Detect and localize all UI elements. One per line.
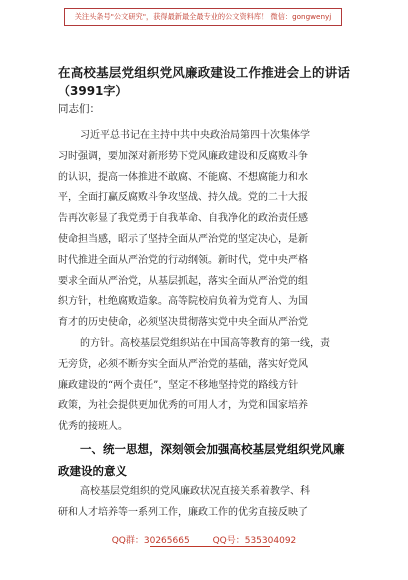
body-line: 习近平总书记在主持中共中央政治局第四十次集体学 (80, 130, 310, 141)
body-line: 研和人才培养等一系列工作，廉政工作的优劣直接反映了 (58, 506, 308, 518)
qq-group-label: QQ群： (111, 536, 144, 546)
body-line: 的方针。高校基层党组织站在中国高等教育的第一线，责 (80, 337, 330, 349)
body-line: 平，全面打赢反腐败斗争攻坚战、持久战。党的二十大报 (58, 192, 308, 204)
word-count: （3991字） (58, 84, 128, 98)
document-title: 在高校基层党组织党风廉政建设工作推进会上的讲话 (58, 65, 351, 80)
body-line: 廉政建设的“两个责任”，坚定不移地坚持党的路线方针 (58, 379, 299, 391)
section-heading: 政建设的意义 (58, 463, 127, 478)
footer-rule (150, 546, 270, 547)
body-line: 要求全面从严治党，从基层抓起，落实全面从严治党的组 (58, 275, 308, 287)
body-line: 织方针，杜绝腐败造象。高等院校肩负着为党育人、为国 (58, 296, 308, 308)
body-line: 育才的历史使命，必须坚决贯彻落实党中央全面从严治党 (58, 317, 308, 329)
body-line: 高校基层党组织的党风廉政状况直接关系着教学、科 (80, 485, 310, 497)
section-heading: 一、统一思想，深刻领会加强高校基层党组织党风廉 (80, 441, 345, 456)
qq-label: QQ号： (212, 536, 245, 546)
qq-number-value: 535304092 (244, 536, 297, 546)
body-line: 习时强调，要加深对新形势下党风廉政建设和反腐败斗争 (58, 150, 308, 162)
qq-group (112, 536, 190, 546)
body-line: 政策，为社会提供更加优秀的可用人才，为党和国家培养 (58, 400, 308, 412)
footer (0, 533, 408, 546)
body-line: 时代推进全面从严治党的行动纲领。新时代，党中央严格 (58, 254, 308, 266)
body-line: 告再次彰显了我党勇于自我革命、自我净化的政治责任感 (58, 213, 308, 225)
body-line: 优秀的接班人。 (58, 421, 128, 433)
header-banner: 关注头条号"公文研究"，获得最新最全最专业的公文资料库！ 微信：gongwenyj (64, 8, 342, 26)
salutation: 同志们： (58, 103, 100, 115)
body-line: 无旁贷，必须不断夯实全面从严治党的基础，落实好党风 (58, 358, 308, 370)
body-text (58, 126, 350, 524)
qq-number (213, 536, 297, 546)
qq-group-number: 30265665 (143, 536, 190, 546)
body-line: 使命担当感，昭示了坚持全面从严治党的坚定决心，是新 (58, 233, 308, 245)
body-line: 的认识，提高一体推进不敢腐、不能腐、不想腐能力和水 (58, 171, 308, 183)
